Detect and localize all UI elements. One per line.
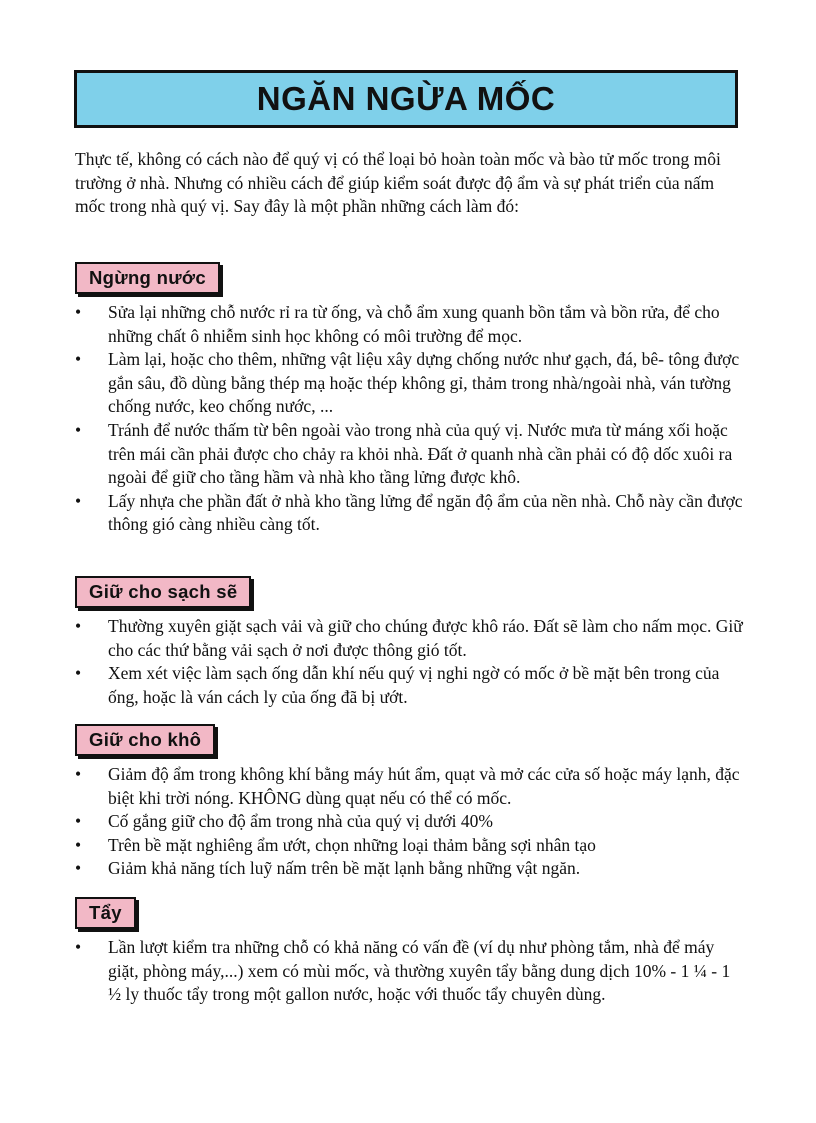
bullet-marker: • bbox=[75, 616, 82, 636]
list-item: • Sửa lại những chỗ nước rỉ ra từ ống, và chỗ ẩm xung quanh bồn tắm và bồn rửa, để cho những chất ô nhiễm sinh học không có môi trường để mọc. bbox=[75, 302, 720, 346]
bullet-marker: • bbox=[75, 937, 82, 957]
bullet-marker: • bbox=[75, 349, 82, 370]
bullet-marker: • bbox=[75, 419, 82, 440]
section-bleach bbox=[75, 897, 755, 1007]
list-item: • Thường xuyên giặt sạch vải và giữ cho chúng được khô ráo. Đất sẽ làm cho nấm mọc. Giữ cho các thứ bằng vải sạch ở nơi được thông gió tốt. bbox=[75, 616, 743, 660]
title-banner bbox=[74, 70, 738, 128]
section-heading: Tẩy bbox=[75, 897, 136, 929]
section-heading: Giữ cho khô bbox=[75, 724, 215, 756]
page-title: NGĂN NGỪA MỐC bbox=[256, 80, 556, 117]
list-item: • Lần lượt kiểm tra những chỗ có khả năng có vấn đề (ví dụ như phòng tắm, nhà để máy giặt, phòng máy,...) xem có mùi mốc, và thường xuyên tẩy bằng dung dịch 10% - 1 ¼ - 1 ½ ly thuốc tẩy trong một gallon nước, hoặc với thuốc tẩy chuyên dùng. bbox=[75, 937, 731, 1005]
bullet-marker: • bbox=[75, 490, 82, 511]
list-item: • Tránh để nước thấm từ bên ngoài vào trong nhà của quý vị. Nước mưa từ máng xối hoặc trên mái cần phải được cho chảy ra khỏi nhà. Đất ở quanh nhà cần phải có độ dốc xuôi ra ngoài để giữ cho tầng hầm và nhà kho tầng lửng được khô. bbox=[75, 419, 733, 488]
bullet-marker: • bbox=[75, 663, 82, 684]
list-item: • Lấy nhựa che phần đất ở nhà kho tầng lửng để ngăn độ ẩm của nền nhà. Chỗ này cần được thông gió càng nhiều càng tốt. bbox=[75, 490, 743, 535]
section-keep-clean bbox=[75, 576, 755, 709]
list-item: • Làm lại, hoặc cho thêm, những vật liệu xây dựng chống nước như gạch, đá, bê- tông được gắn sâu, đồ dùng bằng thép mạ hoặc thép không gỉ, thảm trong nhà/ngoài nhà, ván tường chống nước, keo chống nước, ... bbox=[75, 349, 740, 417]
bullet-list bbox=[75, 301, 755, 537]
intro-paragraph: Thực tế, không có cách nào để quý vị có thể loại bỏ hoàn toàn mốc và bào tử mốc trong môi trường ở nhà. Nhưng có nhiều cách để giúp kiểm soát được độ ẩm và sự phát triển của nấm mốc trong nhà quý vị. Say đây là một phần những cách làm đó: bbox=[75, 149, 721, 217]
bullet-list bbox=[75, 615, 755, 709]
section-stop-water bbox=[75, 262, 755, 537]
bullet-marker: • bbox=[75, 834, 82, 855]
bullet-marker: • bbox=[75, 302, 82, 322]
section-heading: Giữ cho sạch sẽ bbox=[75, 576, 251, 608]
list-item: • Giảm độ ẩm trong không khí bằng máy hút ẩm, quạt và mở các cửa số hoặc máy lạnh, đặc biệt khi trời nóng. KHÔNG dùng quạt nếu có thể có mốc. bbox=[75, 764, 740, 808]
section-keep-dry bbox=[75, 724, 755, 881]
section-heading: Ngừng nước bbox=[75, 262, 220, 294]
list-item: • Trên bề mặt nghiêng ẩm ướt, chọn những loại thảm bằng sợi nhân tạo bbox=[75, 834, 744, 858]
bullet-marker: • bbox=[75, 764, 82, 784]
list-item: • Cố gắng giữ cho độ ẩm trong nhà của quý vị dưới 40% bbox=[75, 810, 744, 834]
bullet-marker: • bbox=[75, 858, 82, 879]
list-item: • Giảm khả năng tích luỹ nấm trên bề mặt lạnh bằng những vật ngăn. bbox=[75, 857, 744, 881]
bullet-list bbox=[75, 936, 755, 1007]
bullet-list bbox=[75, 763, 755, 881]
bullet-marker: • bbox=[75, 811, 82, 832]
list-item: • Xem xét việc làm sạch ống dẫn khí nếu quý vị nghi ngờ có mốc ở bề mặt bên trong của ống, hoặc là ván cách ly của ống đã bị ướt. bbox=[75, 663, 720, 707]
